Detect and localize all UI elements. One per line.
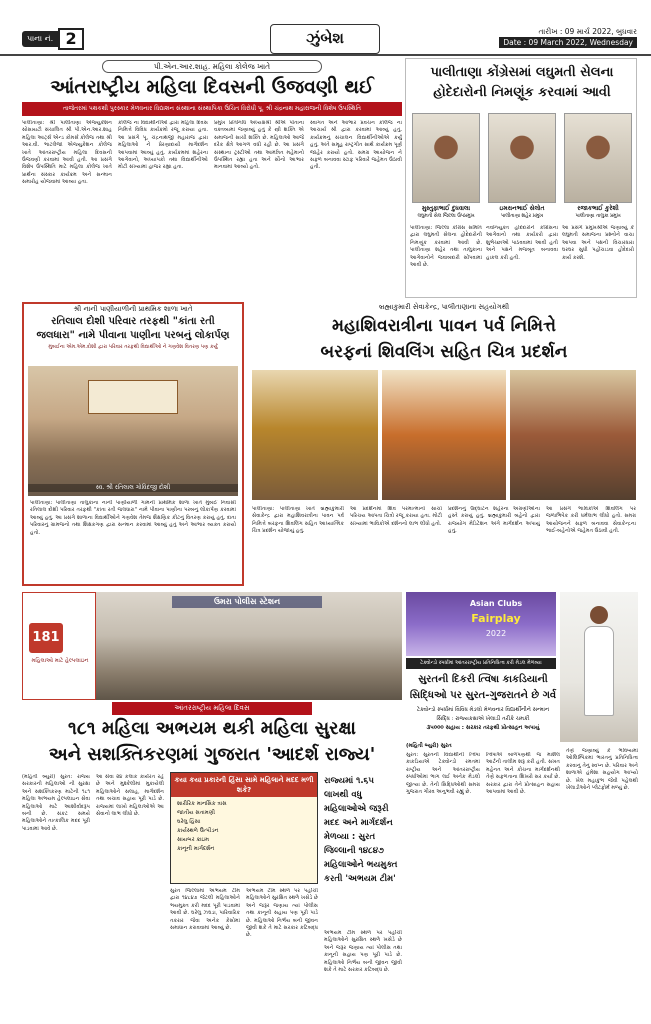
- page-label: પાના નં.: [22, 31, 58, 47]
- story4-photo-1: [252, 370, 378, 500]
- story5-column-2: આ સેવા ૨૪ કલાક કાર્યરત રહે છે અને મુશ્કેલીમાં મુકાયેલી મહિલાઓને સલાહ, માર્ગદર્શન તથા બચાવ સહાય પૂરી પાડે છે. રાજ્યમાં લાખો મહિલાઓએ આ સેવાનો લાભ લીધો છે.: [96, 774, 164, 818]
- date-english: Date : 09 March 2022, Wednesday: [499, 37, 637, 48]
- person-3-name: રજાકભાઈ કુરેશી: [577, 205, 619, 212]
- story4-photo-2: [382, 370, 506, 500]
- stat-line: રાજ્યમાં ૧.૬૫: [324, 776, 374, 786]
- helpline-number: 181: [29, 623, 63, 653]
- deck-line: ટેક્વોન્ડો સ્પર્ધામાં વિવિધ મેડલો મેળવનાર વિદ્યાર્થીનીને સન્માન: [416, 707, 550, 713]
- story4-column-4: આ પ્રસંગે ભાવિકોએ શિવલિંગ પર જળાભિષેક કરી ધર્મલાભ લીધો હતો. સમગ્ર આયોજનને સફળ બનાવવા સેવાકેન્દ્રના ભાઈ-બહેનોએ જહેમત ઉઠાવી હતી.: [546, 506, 636, 535]
- helpline-text: મહિલાઓ માટે હેલ્પલાઇન: [31, 658, 89, 664]
- story2-title-line1: પાલીતાણા કોંગ્રેસમાં લઘુમતી સેલના: [430, 65, 614, 80]
- violence-item: ઘરેલુ હિંસા: [177, 819, 201, 825]
- story-twisha-kakadiya: [406, 592, 638, 1018]
- stat-line: મેળવ્યા : સુરત: [324, 832, 376, 842]
- helpline-poster: [22, 592, 96, 700]
- story6-column-3: તેણે જણાવ્યું કે ભવિષ્યમાં ઓલિમ્પિકમાં ભારતનું પ્રતિનિધિત્વ કરવાનું તેનું સ્વપ્ન છે. પરિવાર અને શાળાએ હંમેશા સહયોગ આપ્યો છે. ખેલ મહાકુંભ જેવી પહેલથી ખેલાડીઓને પ્લેટફોર્મ મળ્યું છે.: [566, 748, 638, 792]
- page-header: [0, 0, 651, 56]
- deck-line: સિદ્ધિ : રાજ્યકક્ષાએ ખેલાડી તરીકે ચમકી: [436, 716, 530, 722]
- person-1-role: લઘુમતી સેલ જિલ્લા ઉપપ્રમુખ: [417, 214, 475, 219]
- story5-column-4: અભયમ ટીમ સ્થળ પર પહોંચી મહિલાઓને સુરક્ષિત સ્થળે ખસેડે છે અને જરૂર જણાય ત્યાં પોલીસ તથા કાનૂની સહાય પણ પૂરી પાડે છે. મહિલાઓ નિર્ભય બની જીવન જીવી શકે તે માટે સરકાર કટિબદ્ધ છે.: [246, 888, 318, 939]
- story3-headline-block: [24, 304, 242, 364]
- story6-title-line1: સુરતની દિકરી ત્વિષા કાકડિયાની: [418, 674, 548, 685]
- story2-column-1: પાલીતાણા: જિલ્લા કોંગ્રેસ સમિતિ દ્વારા લઘુમતી સેલના હોદેદારોની નિમણૂંક કરવામાં આવી છે. પાલીતાણા શહેર તથા તાલુકાના આગેવાનોને જવાબદારી સોંપવામાં આવી છે.: [410, 225, 482, 269]
- date-block: [499, 26, 637, 48]
- story3-photo-caption: સ્વ. શ્રી રતિલાલ ગોવિંદજી દોશી: [28, 484, 238, 492]
- story2-column-3: આ પ્રસંગે પ્રમુખશ્રીએ જણાવ્યું કે લઘુમતી સમાજના પ્રશ્નોને વાચા આપવા અને પક્ષની વિચારધારા ઘરઘર સુધી પહોંચાડવા હોદેદારો કાર્ય કરશે.: [562, 225, 634, 261]
- story6-deck: [406, 706, 560, 733]
- story6-title-line2: સિદ્ધિઓ પર સુરત-ગુજરાતને છે ગર્વ: [409, 690, 557, 701]
- story5-title-line1: ૧૮૧ મહિલા અભયમ થકી મહિલા સુરક્ષા: [68, 718, 356, 739]
- portrait-2: [488, 113, 556, 203]
- story6-column-2: ત્વિષાએ બાળપણથી જ માર્શલ આર્ટની તાલીમ શરૂ કરી હતી. સખત મહેનત અને કોચના માર્ગદર્શનથી તેણે સફળતાના શિખરો સર કર્યા છે. સરકાર દ્વારા તેને પ્રોત્સાહન સહાય આપવામાં આવી છે.: [486, 752, 560, 796]
- violence-item: કાર્યસ્થળે ઉત્પીડન: [177, 828, 219, 834]
- story6-photo-1: [406, 592, 556, 656]
- person-1-name: મુસ્તુફાભાઈ દુધવાલા: [421, 205, 471, 212]
- story5-strip: આંતરરાષ્ટ્રીય મહિલા દિવસ: [112, 702, 312, 715]
- story5-column-3: સુરત જિલ્લામાં અભયમ ટીમ દ્વારા ૧૪૮૪૭ જેટલી મહિલાઓને ભયમુક્ત કરી મદદ પૂરી પાડવામાં આવી છે. ઘરેલુ ઝઘડા, પારિવારિક તકરાર જેવા અનેક કેસોમાં સમાધાન કરાવવામાં આવ્યું છે.: [170, 888, 240, 932]
- page-number-block: [22, 28, 84, 50]
- police-station-banner: ઉમરા પોલીસ સ્ટેશન: [172, 596, 322, 608]
- athlete-figure: [584, 626, 614, 716]
- violence-item: કાનૂની માર્ગદર્શન: [177, 846, 215, 852]
- story-womens-day: [22, 58, 402, 298]
- athlete-head: [590, 606, 608, 624]
- story5-column-1: (મહિતી બ્યુરો) સુરત: રાજ્ય સરકારની મહિલાઓ ની સુરક્ષા અને સશક્તિકરણ માટેની ૧૮૧ મહિલા અભયમ હેલ્પલાઇન સેવા મહિલાઓ માટે આશીર્વાદરૂપ બની છે. સંકટ સમયે મહિલાઓને તાત્કાલિક મદદ પૂરી પાડવામાં આવે છે.: [22, 774, 90, 832]
- photo-label-3: 2022: [485, 629, 507, 638]
- story-congress-appointments: [405, 58, 637, 298]
- stat-line: મદદ અને માર્ગદર્શન: [324, 818, 393, 828]
- violence-item: સાયબર ક્રાઇમ: [177, 837, 209, 843]
- story4-kicker: બ્રહ્માકુમારી સેવાકેન્દ્ર, પાલીતાણાના સહયોગથી: [378, 303, 510, 311]
- story1-column-2: કોલેજ ના વિદ્યાર્થીનીઓ દ્વારા મહિલા દિવસ નિમિત્તે વિવિધ કાર્યક્રમો રજૂ કરાયા હતા. આ પ્રસંગે પૂ. ચંદ્રનાથજી મહારાજ દ્વારા મહિલાઓ ને પ્રેરણાદાયી માર્ગદર્શન આપવામાં આવ્યું હતું. કાર્યક્રમમાં શહેરના આગેવાનો, અધ્યાપકો તથા વિદ્યાર્થીનીઓ મોટી સંખ્યામાં હાજર રહ્યા હતા.: [118, 120, 208, 171]
- story3-body: પાલીતાણા: પાલીતાણા તાલુકાના નાની પાણીયાળી ગામની પ્રાથમિક શાળા ખાતે મુંબઈ નિવાસી રતિલાલ દોશી પરિવાર તરફથી "કાંતા રતી જલધારા" નામે પીવાના પાણીના પરબનું લોકાર્પણ કરવામાં આવ્યું હતું. આ પ્રસંગે શાળાના વિદ્યાર્થીઓને ગણવેશ તેમજ શૈક્ષણિક કીટનું વિતરણ કરાયું હતું. દાતા પરિવારનું ગ્રામજનો તથા શિક્ષકગણ દ્વારા સન્માન કરવામાં આવ્યું હતું અને આભાર વ્યક્ત કરાયો હતો.: [30, 500, 236, 536]
- page-number: 2: [58, 28, 84, 50]
- story6-caption-bar: ટેક્વોન્ડો સ્પર્ધામાં આંતરરાષ્ટ્રીય પ્રતિનિધિત્વ કરી મેડલ મેળવ્યા: [406, 658, 556, 669]
- story2-title-line2: હોદેદારોની નિમણૂંક કરવામાં આવી: [433, 85, 611, 100]
- stat-line: મહિલાઓએ જરૂરી: [324, 804, 389, 814]
- story4-title-line2: બરફનાં શિવલિંગ સહિત ચિત્ર પ્રદર્શન: [320, 342, 568, 362]
- violence-box-list: [171, 797, 317, 857]
- story4-column-3: પ્રદર્શનનું ઉદ્ઘાટન શહેરના અગ્રણીઓના હસ્તે કરાયું હતું. બ્રહ્માકુમારી બહેનો દ્વારા રાજયોગ મેડિટેશન અંગે માર્ગદર્શન અપાયું હતું.: [448, 506, 540, 535]
- story-shivratri-exhibition: [250, 302, 638, 586]
- story1-subtitle: તાજેતરમાં પથકથી પુરસ્કાર મેળવનાર વિદ્યાશન સંસ્થાના સંસ્થાપિકા ઉચિત વિરોધી પૂ. શ્રી ચંદ્રનાથ મહારાજની વિશેષ ઉપસ્થિતિ: [22, 102, 402, 116]
- story4-photo-3: [510, 370, 636, 500]
- story3-photo: [28, 366, 238, 496]
- deck-line: ૩૫૦૦૦ સહાય : સરકાર તરફથી પ્રોત્સાહન અપાયું: [426, 725, 540, 731]
- stat-line: જિલ્લાની ૧૪૮૪૭: [324, 846, 384, 856]
- story5-stat-block: [324, 774, 402, 924]
- violence-item: શારીરિક માનસિક ત્રાસ: [177, 801, 227, 807]
- story3-plaque: [88, 380, 178, 414]
- story3-title-1: શ્રી નાની પાણીયાળીની પ્રાથમિક શાળા ખાતે: [73, 305, 193, 313]
- story5-title-line2: અને સશક્તિકરણમાં ગુજરાત 'આદર્શ રાજ્ય': [48, 744, 376, 765]
- story1-column-3: પ્રમુખ પ્રતિનિધિ અધ્યક્ષશ્રી શ્રીએ પોતાના વક્તવ્યમાં જણાવ્યું હતું કે સ્ત્રી શક્તિ એ સમાજની સાચી શક્તિ છે. મહિલાઓ આજે દરેક ક્ષેત્રે આગળ વધી રહી છે. આ પ્રસંગે સંસ્થાના ટ્રસ્ટીઓ તથા આમંત્રિત મહેમાનો ઉપસ્થિત રહ્યા હતા અને સૌનો આભાર માનવામાં આવ્યો હતો.: [214, 120, 304, 171]
- story1-column-1: પાલીતાણા: શ્રી પાલીતાણા એજ્યુકેશન સોસાયટી સંચાલિત શ્રી પી.એન.આર.શાહ મહિલા આર્ટ્સ એન્ડ કોમર્સ કોલેજ તથા શ્રી આર.વી. ભાટલેજા એજ્યુકેશન કોલેજ ખાતે આંતરરાષ્ટ્રીય મહિલા દિવસની ઉજવણી કરવામાં આવી હતી. આ પ્રસંગે વિશેષ ઉપસ્થિતિ માટે મહિલા કોલેજ ખાતે પ્રાર્થના સંસ્કાર કાર્યક્રમ અને સન્માન સમારોહ યોજવામાં આવ્યા હતા.: [22, 120, 112, 186]
- person-2-role: પાલીતાણા શહેર પ્રમુખ: [500, 214, 544, 219]
- stat-line: લાખથી વધુ: [324, 790, 362, 800]
- photo-label-1: Asian Clubs: [469, 599, 523, 608]
- story6-photo-2: [560, 592, 638, 742]
- story4-column-2: આ પ્રદર્શનમાં શિવ પરમાત્માનો સાચો પરિચય આપતા ચિત્રો રજૂ કરાયા હતા. મોટી સંખ્યામાં ભાવિકોએ દર્શનનો લાભ લીધો હતો.: [350, 506, 442, 527]
- masthead-logo: ઝુંબેશ: [270, 24, 380, 54]
- story1-headline: આંતરાષ્ટ્રીય મહિલા દિવસની ઉજવણી થઈ: [50, 76, 374, 98]
- story2-column-2: નવનિયુક્ત હોદેદારોને કોંગ્રેસના આગેવાનો તથા કાર્યકરો દ્વારા શુભેચ્છાઓ પાઠવવામાં આવી હતી અને પક્ષને મજબૂત બનાવવા હાકલ કરી હતી.: [486, 225, 558, 261]
- stat-line: કરતી 'અભયમ ટીમ': [324, 874, 396, 884]
- violence-types-box: [170, 772, 318, 884]
- person-2-name: ઇમરાનભાઈ સેલોત: [499, 205, 545, 212]
- stat-line: મહિલાઓને ભયમુક્ત: [324, 860, 398, 870]
- story3-title-3: જલધારા" નામે પીવાના પાણીના પરબનું લોકાર્પણ: [36, 330, 230, 341]
- person-3-role: પાલીતાણા તાલુકા પ્રમુખ: [575, 214, 621, 219]
- violence-box-title: કયા કયા પ્રકારની હિંસા સામે મહિલાને મદદ મળી શકે?: [171, 773, 317, 797]
- story5-photo: [22, 592, 402, 700]
- portrait-3: [564, 113, 632, 203]
- photo-label-2: Fairplay: [471, 612, 521, 625]
- story4-column-1: પાલીતાણા: પાલીતાણા ખાતે બ્રહ્માકુમારી સેવાકેન્દ્ર દ્વારા મહાશિવરાત્રીના પાવન પર્વ નિમિત્તે બરફના શિવલિંગ સહિત આધ્યાત્મિક ચિત્ર પ્રદર્શન યોજાયું હતું.: [252, 506, 344, 535]
- story-181-abhayam: [22, 592, 402, 1018]
- story-water-hut: [22, 302, 244, 586]
- portrait-1: [412, 113, 480, 203]
- story4-title-line1: મહાશિવરાત્રીના પાવન પર્વ નિમિત્તે: [331, 316, 557, 336]
- story1-kicker: પી.એન.આર.શાહ. મહિલા કોલેજ ખાતે: [102, 60, 322, 73]
- story6-column-1: સુરત: સુરતની વિદ્યાર્થીની ત્વિષા કાકડિયાએ ટેક્વોન્ડો રમતમાં રાષ્ટ્રીય અને આંતરરાષ્ટ્રીય સ્પર્ધાઓમાં ભાગ લઈ અનેક મેડલો જીત્યા છે. તેની સિદ્ધિઓથી સમગ્ર ગુજરાત ગૌરવ અનુભવી રહ્યું છે.: [406, 752, 480, 796]
- story1-column-4: સ્વાગત અને આભાર પ્રવચન કોલેજ ના આચાર્ય શ્રી દ્વારા કરવામાં આવ્યું હતું. કાર્યક્રમનું સંચાલન વિદ્યાર્થીનીઓએ કર્યું હતું. અંતે સમૂહ રાષ્ટ્રગીત સાથે કાર્યક્રમ પૂર્ણ જાહેર કરાયો હતો. સમગ્ર આયોજન ને સફળ બનાવવા સ્ટાફ પરિવારે જહેમત ઉઠાવી હતી.: [310, 120, 402, 171]
- violence-item: જાતીય સતામણી: [177, 810, 215, 816]
- story3-sub: મુંબઈના એમ.એમ.દોશી દ્વારા પરિવાર તરફથી વિદ્યાર્થીઓ ને ગણવેશ વિતરણ પણ કર્યું: [48, 344, 218, 350]
- story6-dateline: (મહિતી બ્યુરો) સુરત: [406, 743, 452, 749]
- date-gujarati: તારીખ : 09 માર્ચ 2022, બુધવાર: [538, 27, 637, 36]
- story5-column-5: અભયમ ટીમ સ્થળ પર પહોંચી મહિલાઓને સુરક્ષિત સ્થળે ખસેડે છે અને જરૂર જણાય ત્યાં પોલીસ તથા કાનૂની સહાય પણ પૂરી પાડે છે. મહિલાઓ નિર્ભય બની જીવન જીવી શકે તે માટે સરકાર કટિબદ્ધ છે.: [324, 930, 402, 974]
- story3-title-2: રતિલાલ દોશી પરિવાર તરફથી "કાંતા રતી: [51, 316, 215, 327]
